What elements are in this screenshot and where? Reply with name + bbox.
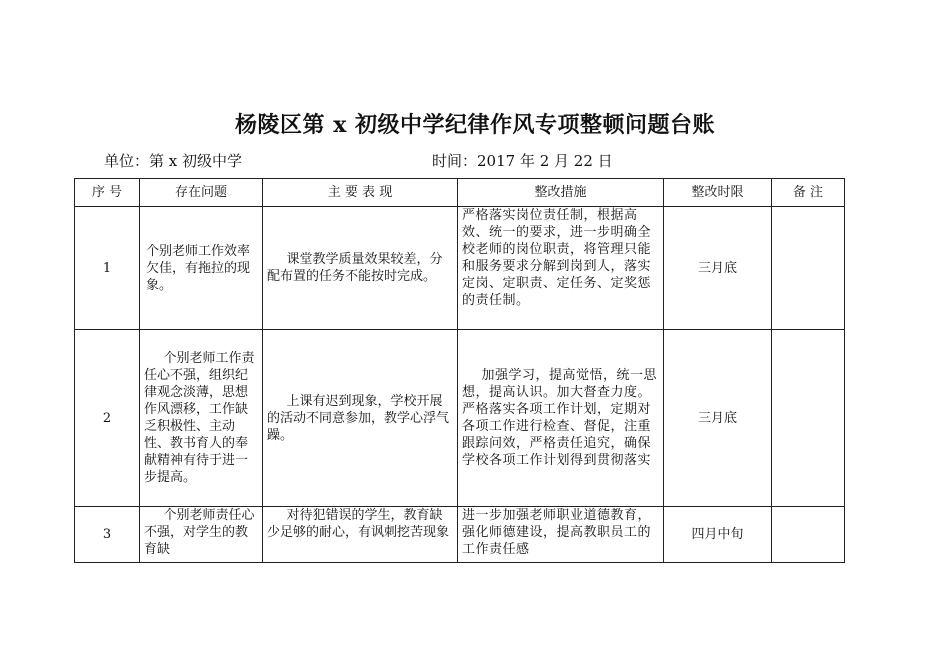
row-manifestation: 课堂教学质量效果较差，分配布置的任务不能按时完成。 [263,207,458,330]
header-serial-number: 序 号 [75,179,140,207]
row-deadline: 三月底 [664,207,772,330]
row-issue: 个别老师责任心不强，对学生的教育缺 [140,507,263,563]
table-header-row [75,179,845,207]
header-manifestation: 主 要 表 现 [263,179,458,207]
row-measures: 进一步加强老师职业道德教育，强化师德建设，提高教职员工的工作责任感 [458,507,664,563]
header-remark: 备 注 [772,179,845,207]
row-deadline: 四月中旬 [664,507,772,563]
row-serial-number: 2 [75,330,140,507]
table-row [75,207,845,330]
row-deadline: 三月底 [664,330,772,507]
row-issue: 个别老师工作效率欠佳，有拖拉的现象。 [140,207,263,330]
header-issue: 存在问题 [140,179,263,207]
header-deadline: 整改时限 [664,179,772,207]
row-remark [772,207,845,330]
row-measures: 严格落实岗位责任制，根据高效、统一的要求，进一步明确全校老师的岗位职责，将管理只能和服务要求分解到岗到人，落实定岗、定职责、定任务、定奖惩的责任制。 [458,207,664,330]
row-serial-number: 1 [75,207,140,330]
row-manifestation: 对待犯错误的学生，教育缺少足够的耐心，有讽刺挖苦现象 [263,507,458,563]
date-label: 时间：2017 年 2 月 22 日 [432,152,613,170]
row-serial-number: 3 [75,507,140,563]
row-manifestation: 上课有迟到现象，学校开展的活动不同意参加，教学心浮气躁。 [263,330,458,507]
issue-ledger-table [74,178,845,563]
row-issue: 个别老师工作责任心不强，组织纪律观念淡薄，思想作风漂移，工作缺乏积极性、主动性、教书育人的奉献精神有待于进一步提高。 [140,330,263,507]
row-remark [772,507,845,563]
row-measures: 加强学习，提高觉悟，统一思想，提高认识。加大督查力度。严格落实各项工作计划，定期对各项工作进行检查、督促，注重跟踪问效，严格责任追究，确保学校各项工作计划得到贯彻落实 [458,330,664,507]
table-row [75,330,845,507]
row-remark [772,330,845,507]
unit-label: 单位：第 x 初级中学 [104,152,242,170]
header-measures: 整改措施 [458,179,664,207]
document-title: 杨陵区第 x 初级中学纪律作风专项整顿问题台账 [235,112,715,138]
table-row [75,507,845,563]
